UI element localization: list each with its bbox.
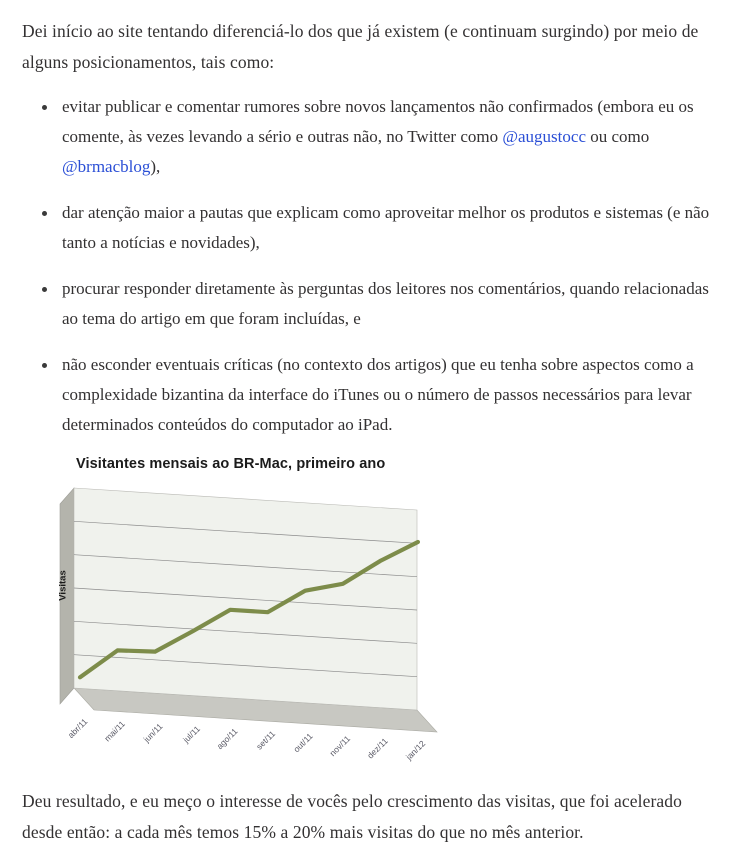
list-item: procurar responder diretamente às perguntas dos leitores nos comentários, quando relacionadas ao tema do artigo em que foram incluídas, e [40, 274, 720, 334]
chart-x-tick-label: mai/11 [102, 718, 127, 744]
chart-x-tick-label: jul/11 [181, 723, 203, 745]
closing-paragraph: Deu resultado, e eu meço o interesse de vocês pelo crescimento das visitas, que foi acelerado desde então: a cada mês temos 15% a 20% mais visitas do que no mês anterior. [22, 791, 682, 842]
list-item: não esconder eventuais críticas (no contexto dos artigos) que eu tenha sobre aspectos como a complexidade bizantina da interface do iTunes ou o número de passos necessários para levar determinados conteúdos do computador ao iPad. [40, 350, 720, 440]
chart-canvas [52, 484, 472, 774]
twitter-handle-augustocc-link[interactable]: @augustocc [502, 127, 586, 146]
chart-x-tick-label: nov/11 [327, 733, 353, 759]
chart-x-tick-label: jun/11 [141, 721, 165, 745]
positioning-list [22, 92, 720, 440]
chart-x-tick-label: out/11 [291, 731, 315, 755]
chart-title: Visitantes mensais ao BR-Mac, primeiro ano [76, 456, 386, 472]
bullet-text-middle: ou como [586, 127, 650, 146]
chart-x-tick-label: set/11 [254, 728, 278, 752]
intro-paragraph: Dei início ao site tentando diferenciá-lo dos que já existem (e continuam surgindo) por meio de alguns posicionamentos, tais como: [22, 21, 699, 72]
visits-chart [22, 456, 492, 786]
chart-plot-area [52, 484, 472, 774]
chart-y-axis-title: Visitas [57, 570, 69, 601]
bullet-text-after: ), [150, 157, 161, 176]
twitter-handle-brmacblog-link[interactable]: @brmacblog [62, 157, 151, 176]
chart-x-tick-label: ago/11 [214, 726, 240, 752]
list-item [40, 92, 720, 182]
list-item: dar atenção maior a pautas que explicam como aproveitar melhor os produtos e sistemas (e não tanto a notícias e novidades), [40, 198, 720, 258]
chart-x-tick-label: jan/12 [403, 738, 428, 762]
bullet-text-before: evitar publicar e comentar rumores sobre novos lançamentos não confirmados (embora eu os comente, às vezes levando a sério e outras não, no Twitter como [62, 97, 694, 146]
chart-x-tick-label: abr/11 [65, 716, 90, 741]
chart-x-tick-label: dez/11 [365, 735, 390, 761]
